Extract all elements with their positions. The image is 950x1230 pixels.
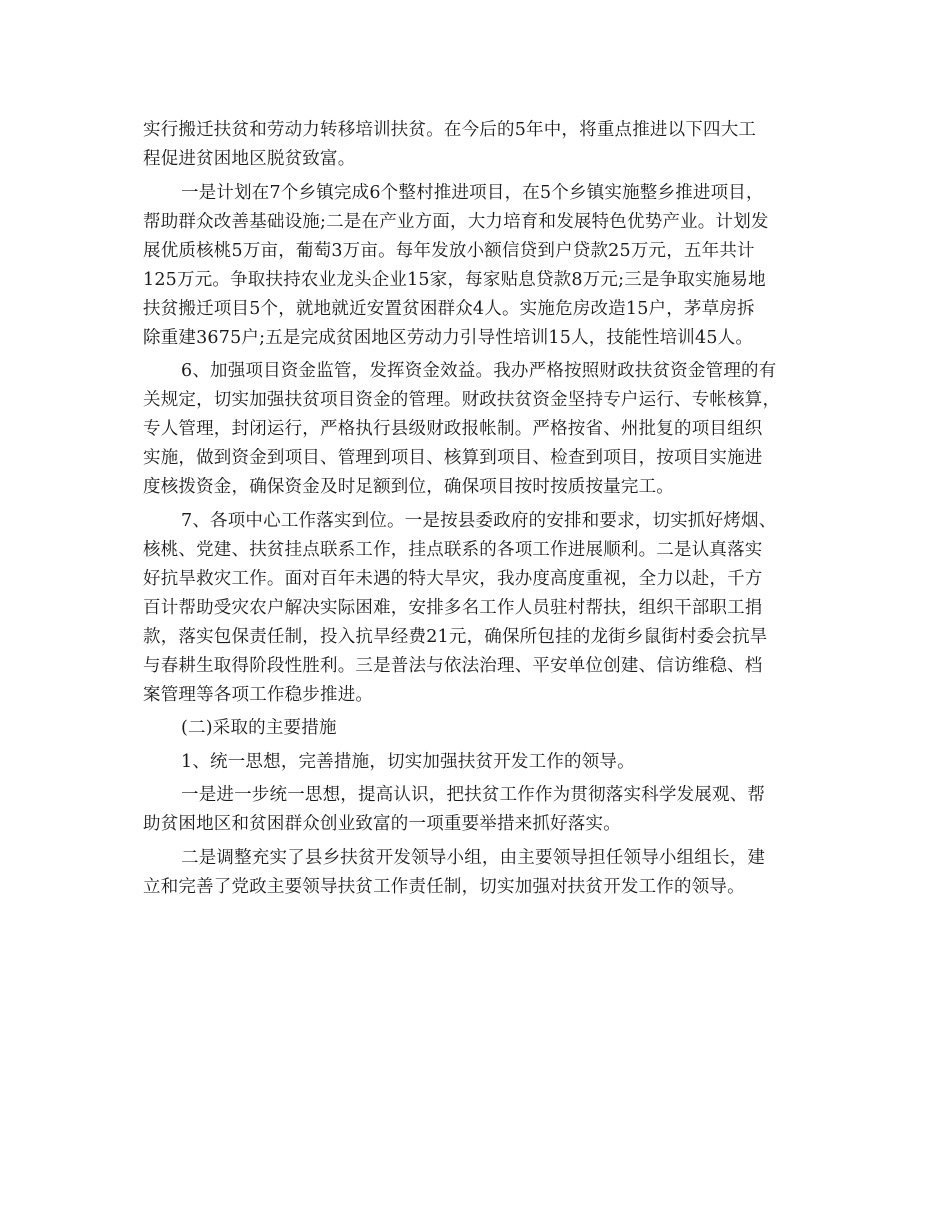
- text-line: 6、加强项目资金监管，发挥资金效益。我办严格按照财政扶贫资金管理的有: [181, 361, 777, 381]
- paragraph: [143, 844, 809, 902]
- text-line: 1、统一思想，完善措施，切实加强扶贫开发工作的领导。: [181, 751, 635, 772]
- paragraph: [143, 781, 809, 839]
- paragraph: [143, 179, 809, 353]
- text-line: 125万元。争取扶持农业龙头企业15家，每家贴息贷款8万元;三是争取实施易地: [143, 269, 766, 290]
- text-line: 专人管理，封闭运行，严格执行县级财政报帐制。严格按省、州批复的项目组织: [143, 419, 763, 439]
- text-line: 实行搬迁扶贫和劳动力转移培训扶贫。在今后的5年中，将重点推进以下四大工: [143, 120, 757, 140]
- text-line: 案管理等各项工作稳步推进。: [143, 684, 374, 705]
- text-line: 7、各项中心工作落实到位。一是按县委政府的安排和要求，切实抓好烤烟、: [181, 510, 777, 531]
- paragraph: [143, 116, 809, 174]
- text-line: 度核拨资金，确保资金及时足额到位，确保项目按时按质按量完工。: [143, 477, 674, 497]
- text-line: 好抗旱救灾工作。面对百年未遇的特大旱灾，我办度高度重视，全力以赴，千方: [143, 568, 763, 589]
- text-line: 核桃、党建、扶贫挂点联系工作，挂点联系的各项工作进展顺利。二是认真落实: [143, 539, 763, 560]
- text-line: 实施，做到资金到项目、管理到项目、核算到项目、检查到项目，按项目实施进: [143, 448, 763, 468]
- text-line: 款，落实包保责任制，投入抗旱经费21元，确保所包挂的龙街乡鼠街村委会抗旱: [143, 626, 768, 647]
- text-line: 扶贫搬迁项目5个，就地就近安置贫困群众4人。实施危房改造15户，茅草房拆: [143, 298, 755, 319]
- paragraph: [143, 714, 809, 743]
- paragraph: [143, 507, 809, 710]
- text-line: 展优质核桃5万亩，葡萄3万亩。每年发放小额信贷到户贷款25万元，五年共计: [143, 240, 755, 261]
- text-line: 一是计划在7个乡镇完成6个整村推进项目，在5个乡镇实施整乡推进项目，: [181, 182, 764, 203]
- text-line: 帮助群众改善基础设施;二是在产业方面，大力培育和发展特色优势产业。计划发: [143, 211, 769, 232]
- text-line: 一是进一步统一思想，提高认识，把扶贫工作作为贯彻落实科学发展观、帮: [181, 785, 766, 805]
- paragraph: [143, 748, 809, 777]
- text-line: 程促进贫困地区脱贫致富。: [143, 149, 356, 169]
- text-line: (二)采取的主要措施: [181, 718, 337, 738]
- text-line: 除重建3675户;五是完成贫困地区劳动力引导性培训15人，技能性培训45人。: [143, 327, 754, 348]
- text-line: 助贫困地区和贫困群众创业致富的一项重要举措来抓好落实。: [143, 814, 621, 834]
- text-line: 关规定，切实加强扶贫项目资金的管理。财政扶贫资金坚持专户运行、专帐核算，: [143, 390, 781, 410]
- text-line: 二是调整充实了县乡扶贫开发领导小组，由主要领导担任领导小组组长，建: [181, 847, 766, 868]
- text-line: 与春耕生取得阶段性胜利。三是普法与依法治理、平安单位创建、信访维稳、档: [143, 655, 763, 676]
- document-page: [143, 116, 809, 906]
- text-line: 立和完善了党政主要领导扶贫工作责任制，切实加强对扶贫开发工作的领导。: [143, 876, 745, 897]
- text-line: 百计帮助受灾农户解决实际困难，安排多名工作人员驻村帮扶，组织干部职工捐: [143, 597, 763, 618]
- paragraph: [143, 357, 809, 502]
